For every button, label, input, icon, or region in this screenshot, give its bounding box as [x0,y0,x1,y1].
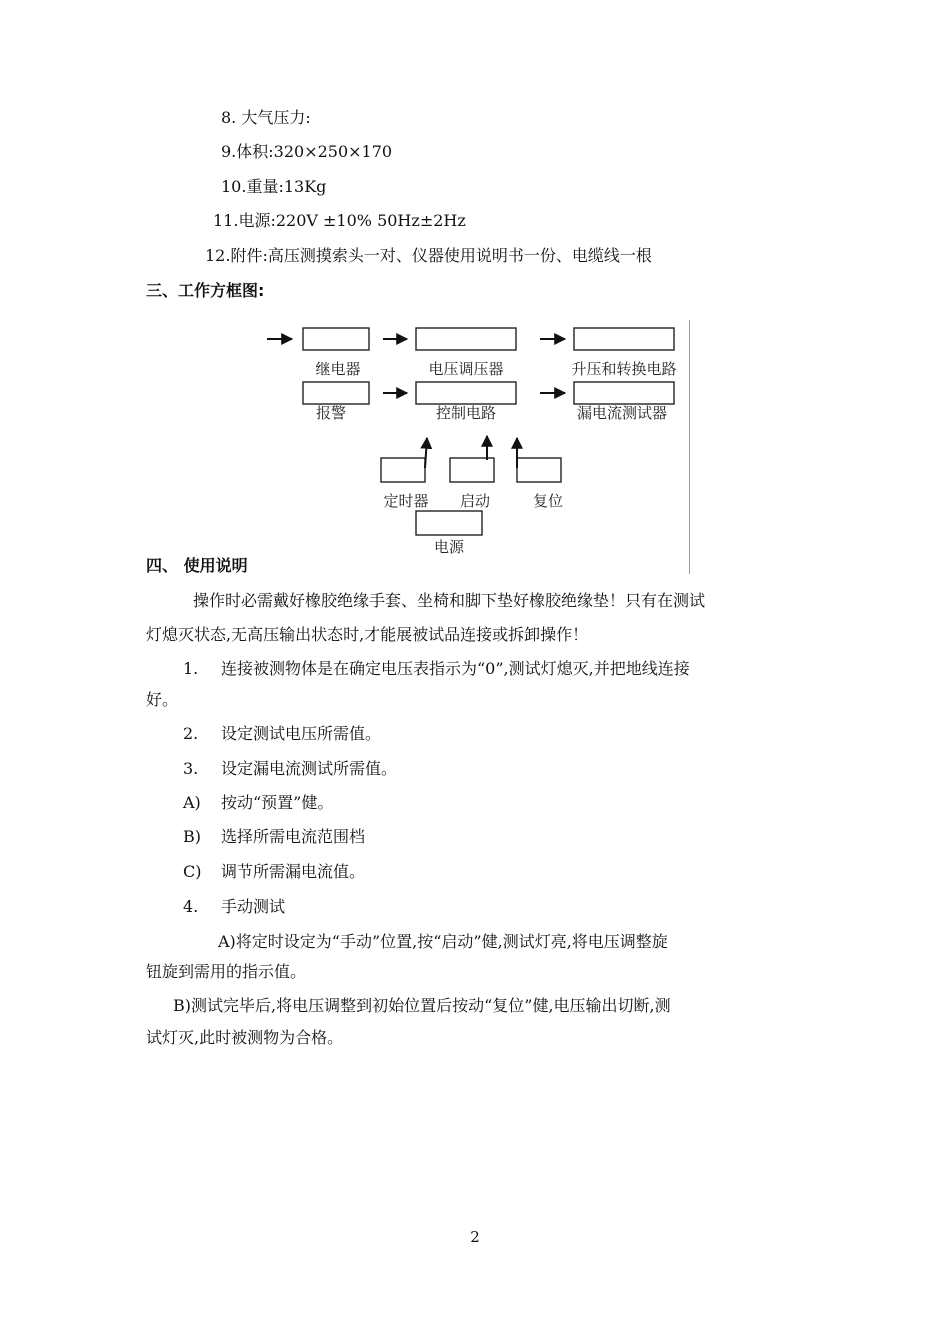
section-heading-usage: 四、 使用说明 [146,556,248,575]
block-diagram [259,320,690,574]
step-1-number: 1. [183,659,199,678]
section-heading-block-diagram: 三、工作方框图: [146,281,265,300]
substep-c-number: C) [183,862,202,881]
substep-b-number: B) [183,827,201,846]
label-start: 启动 [459,492,491,510]
label-boost: 升压和转换电路 [571,360,677,378]
label-relay: 继电器 [315,360,361,378]
step-1-continuation: 好。 [146,690,179,709]
power-box [416,511,482,535]
spec-item-11: 11.电源:220V ±10% 50Hz±2Hz [213,211,466,230]
warning-line-1: 操作时必需戴好橡胶绝缘手套、坐椅和脚下垫好橡胶绝缘垫！只有在测试 [193,591,706,610]
timer-box [381,458,425,482]
label-reset: 复位 [532,492,564,510]
step-3-number: 3. [183,759,199,778]
label-control: 控制电路 [435,404,497,422]
step-4-number: 4. [183,897,199,916]
step-4b-line-2: 试灯灭,此时被测物为合格。 [146,1028,344,1047]
label-power: 电源 [433,538,465,556]
start-box [450,458,494,482]
boost-circuit-box [574,328,674,350]
spec-item-10: 10.重量:13Kg [221,177,327,196]
arrow-timer-up [425,438,427,468]
step-2-text: 设定测试电压所需值。 [221,724,382,743]
warning-line-2: 灯熄灭状态,无高压输出状态时,才能展被试品连接或拆卸操作！ [146,625,589,644]
substep-a-number: A) [183,793,201,812]
step-3-text: 设定漏电流测试所需值。 [221,759,398,778]
substep-a-text: 按动“预置”健。 [221,793,334,812]
step-4-text: 手动测试 [221,897,286,916]
label-alarm: 报警 [315,404,347,422]
substep-b-text: 选择所需电流范围档 [221,827,366,846]
relay-box [303,328,369,350]
reset-box [517,458,561,482]
label-timer: 定时器 [383,492,429,510]
voltage-regulator-box [416,328,516,350]
leakage-tester-box [574,382,674,404]
alarm-box [303,382,369,404]
page-number: 2 [470,1228,480,1246]
label-leakage: 漏电流测试器 [576,404,668,422]
spec-item-8: 8. 大气压力: [221,108,311,127]
step-4a-line-2: 钮旋到需用的指示值。 [146,962,307,981]
label-regulator: 电压调压器 [428,360,504,378]
control-circuit-box [416,382,516,404]
spec-item-12: 12.附件:高压测摸索头一对、仪器使用说明书一份、电缆线一根 [205,246,652,265]
step-4b-line-1: B)测试完毕后,将电压调整到初始位置后按动“复位”健,电压输出切断,测 [173,996,671,1015]
step-1-text: 连接被测物体是在确定电压表指示为“0”,测试灯熄灭,并把地线连接 [221,659,690,678]
step-4a-line-1: A)将定时设定为“手动”位置,按“启动”健,测试灯亮,将电压调整旋 [218,932,668,951]
substep-c-text: 调节所需漏电流值。 [221,862,366,881]
spec-item-9: 9.体积:320×250×170 [221,142,393,161]
step-2-number: 2. [183,724,199,743]
